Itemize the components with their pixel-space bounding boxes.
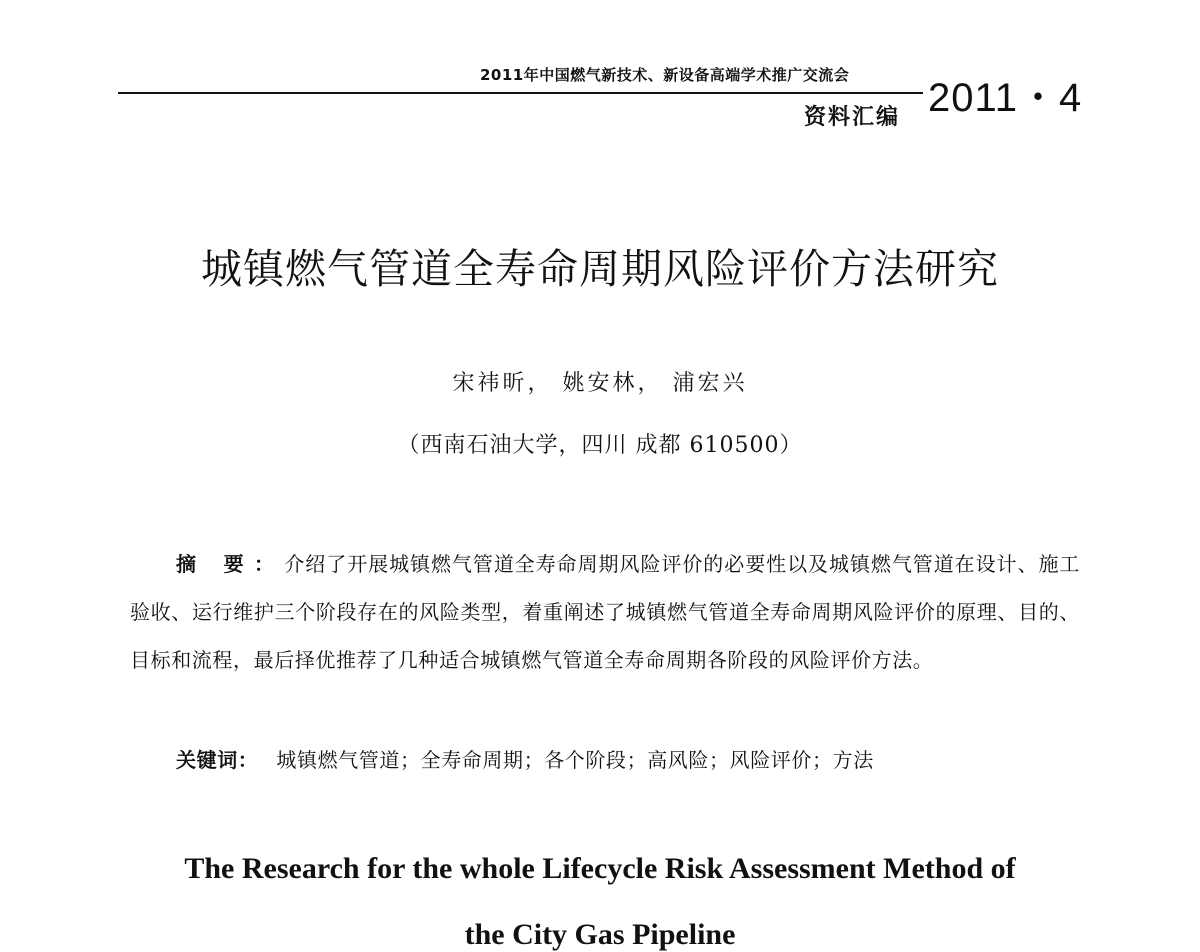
english-title-line-1: The Research for the whole Lifecycle Risk Assessment Method of (184, 852, 1016, 885)
paper-title: 城镇燃气管道全寿命周期风险评价方法研究 (201, 245, 999, 293)
english-title-line-2: the City Gas Pipeline (464, 918, 736, 951)
keywords-label: 关键词： (176, 748, 259, 772)
conference-name: 2011年中国燃气新技术、新设备高端学术推广交流会 (480, 66, 850, 84)
affiliation: （西南石油大学，四川 成都 610500） (397, 433, 803, 458)
keywords (176, 744, 874, 773)
authors: 宋祎昕， 姚安林， 浦宏兴 (452, 371, 748, 396)
keywords-text: 城镇燃气管道；全寿命周期；各个阶段；高风险；风险评价；方法 (276, 748, 874, 772)
abstract (130, 540, 1080, 684)
abstract-label: 摘 要： (176, 552, 285, 576)
header-rule (118, 92, 923, 94)
proceedings-label: 资料汇编 (804, 105, 901, 130)
abstract-text: 介绍了开展城镇燃气管道全寿命周期风险评价的必要性以及城镇燃气管道在设计、施工验收、运行维护三个阶段存在的风险类型，着重阐述了城镇燃气管道全寿命周期风险评价的原理、目的、目标和流程，最后择优推荐了几种适合城镇燃气管道全寿命周期各阶段的风险评价方法。 (130, 552, 1080, 672)
issue-number: 2011・4 (928, 76, 1083, 120)
